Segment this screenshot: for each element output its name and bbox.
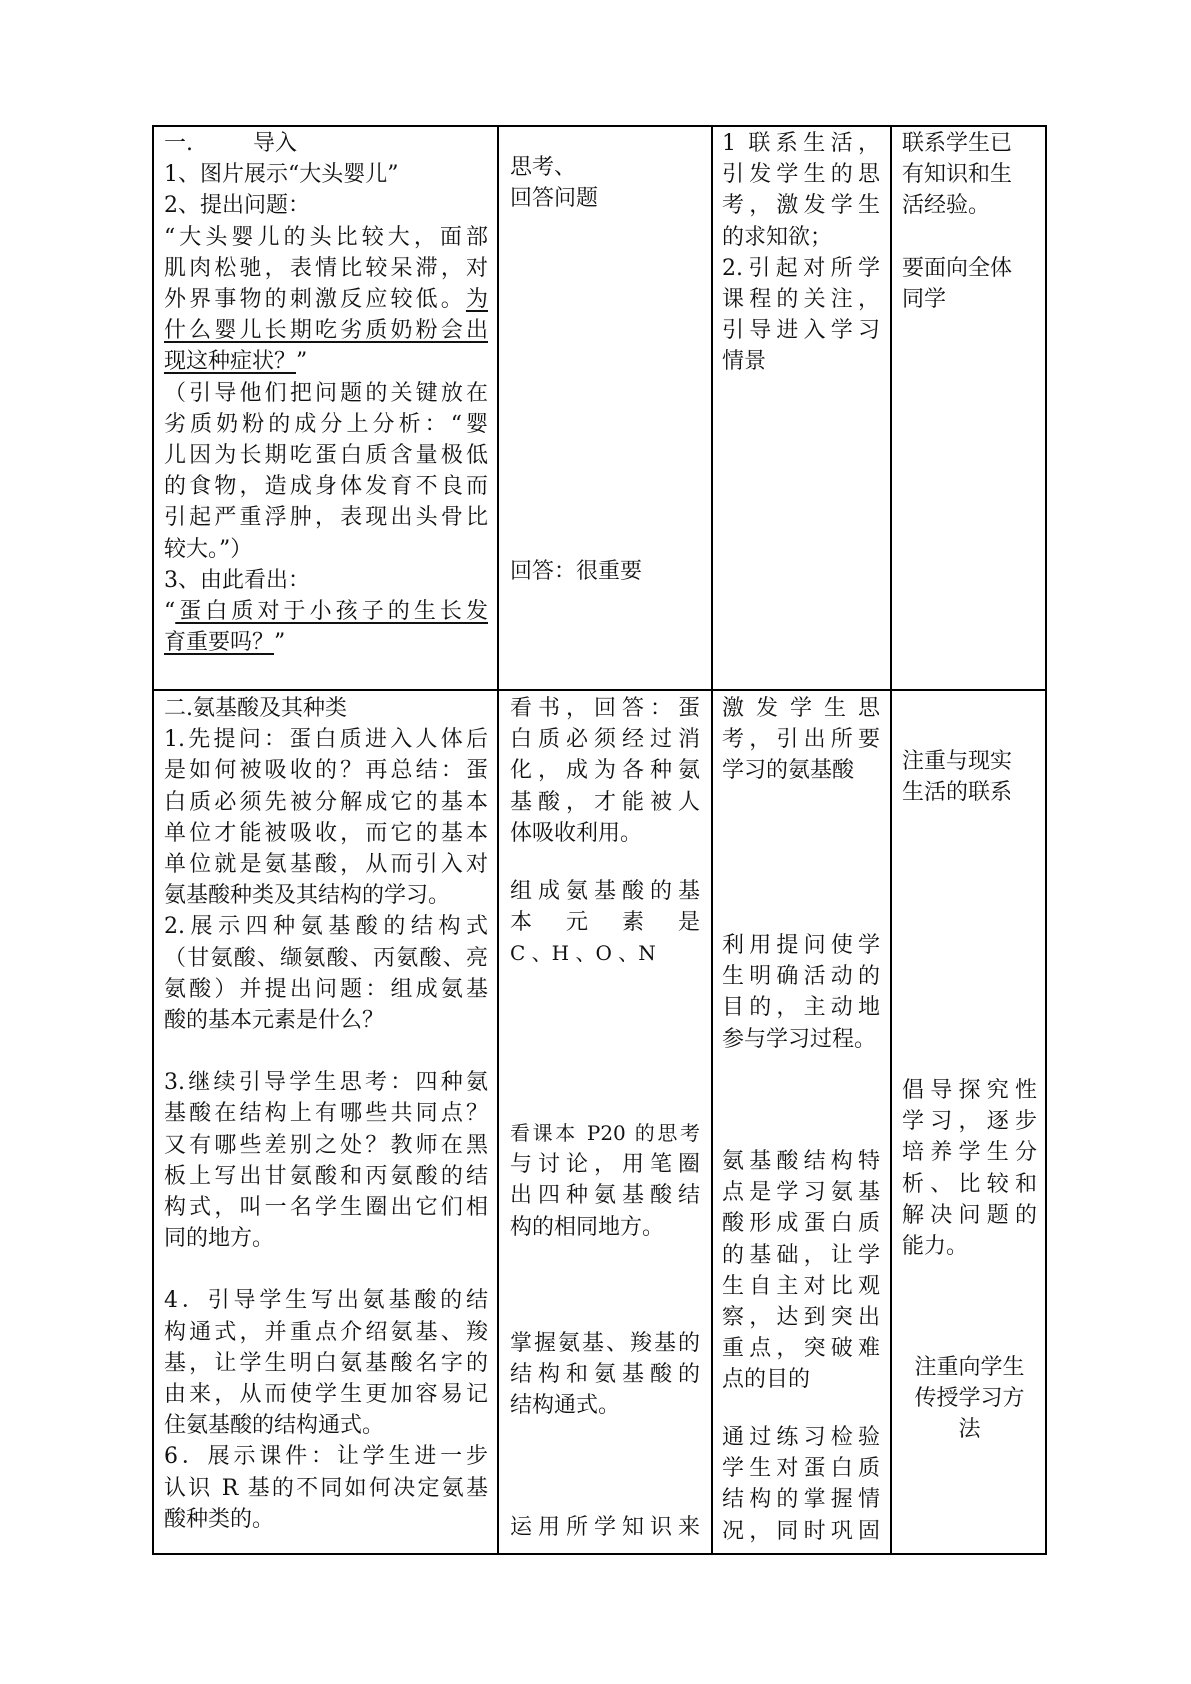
s2-intent-line: 的基础，让学 <box>722 1242 880 1268</box>
table-border-bottom <box>152 1553 1047 1555</box>
column-divider-2 <box>711 125 713 1555</box>
s1-question-line: “大头婴儿的头比较大，面部 <box>164 224 488 250</box>
s1-guide-line: 儿因为长期吃蛋白质含量极低 <box>164 443 488 469</box>
s2-teacher-line: 同的地方。 <box>164 1226 275 1252</box>
s2-teacher-line: 6．展示课件：让学生进一步 <box>164 1444 488 1470</box>
s1-guide-line: 较大。”） <box>164 536 253 562</box>
s2-teacher-line: 是如何被吸收的？再总结：蛋 <box>164 758 488 784</box>
s1-intent-line: 的求知欲； <box>722 224 833 250</box>
s1-note-line: 有知识和生 <box>902 162 1013 188</box>
s2-note-line: 析、比较和 <box>902 1171 1037 1197</box>
s2-teacher-line: 基，让学生明白氨基酸名字的 <box>164 1350 488 1376</box>
s2-notes-2 <box>902 1075 1037 1262</box>
s1-student-answer <box>510 556 700 587</box>
s2-teacher-line: 构式，叫一名学生圈出它们相 <box>164 1195 488 1221</box>
s2-note-line: 法 <box>958 1417 981 1443</box>
s2-teacher-line: 构通式，并重点介绍氨基、羧 <box>164 1319 488 1345</box>
s2-notes-3 <box>902 1352 1037 1446</box>
s1-intent-line: 情景 <box>722 349 767 375</box>
s2-teacher-line: 基酸在结构上有哪些共同点？ <box>164 1101 488 1127</box>
s2-student-line: 出四种氨基酸结 <box>510 1183 700 1209</box>
s2-note-line: 生活的联系 <box>902 780 1013 806</box>
s2-student-line: 构的相同地方。 <box>510 1214 665 1240</box>
s2-note-line: 注重与现实 <box>902 749 1013 774</box>
s2-intent-line: 重点，突破难 <box>722 1336 880 1362</box>
s2-intent-line: 利用提问使学 <box>722 933 880 958</box>
s2-student-line: 结构和氨基酸的 <box>510 1362 700 1388</box>
table-border-top <box>152 125 1047 127</box>
s2-teacher-line: 板上写出甘氨酸和丙氨酸的结 <box>164 1163 488 1189</box>
s2-student-answer-2 <box>510 876 700 970</box>
s2-teacher-line: 又有哪些差别之处？教师在黑 <box>164 1132 488 1158</box>
s2-teacher-line: 氨基酸种类及其结构的学习。 <box>164 883 451 909</box>
s2-note-line: 注重向学生 <box>914 1355 1025 1380</box>
s2-teacher-line: 住氨基酸的结构通式。 <box>164 1413 385 1439</box>
s2-teacher-line: 2.展示四种氨基酸的结构式 <box>164 914 488 940</box>
s2-teacher-line: 氨酸）并提出问题：组成氨基 <box>164 976 488 1002</box>
s2-student-line: 化，成为各种氨 <box>510 758 700 784</box>
s2-intent-line: 激发学生思 <box>722 696 880 721</box>
s2-student-answer-3 <box>510 1118 700 1243</box>
s1-note-line: 要面向全体 <box>902 255 1013 281</box>
s1-question-close: ” <box>296 349 308 375</box>
s2-teacher-line: 酸种类的。 <box>164 1506 275 1532</box>
s2-intent-line: 察，达到突出 <box>722 1305 880 1331</box>
s2-teacher-line: 白质必须先被分解成它的基本 <box>164 789 488 815</box>
s2-student-line: 结构通式。 <box>510 1393 621 1419</box>
s2-intent-line: 通过练习检验 <box>722 1425 880 1450</box>
s1-student-line: 思考、 <box>510 155 577 180</box>
s2-design-intent-4 <box>722 1422 880 1547</box>
s2-note-line: 能力。 <box>902 1234 969 1260</box>
s1-intent-line: 1 联系生活， <box>722 131 880 156</box>
s1-notes <box>902 128 1037 315</box>
s2-intent-line: 参与学习过程。 <box>722 1026 877 1052</box>
s2-intent-line: 目的，主动地 <box>722 995 880 1021</box>
s1-step2: 2、提出问题： <box>164 193 310 219</box>
s1-heading-title: 导入 <box>253 131 298 156</box>
s2-student-line: 体吸收利用。 <box>510 820 643 846</box>
s1-intent-line: 2.引起对所学 <box>722 255 880 281</box>
s1-step1: 1、图片展示“大头婴儿” <box>164 162 399 188</box>
s2-teacher-line: 单位才能被吸收，而它的基本 <box>164 820 488 846</box>
s1-note-line: 活经验。 <box>902 193 991 219</box>
s2-note-line: 学习，逐步 <box>902 1109 1037 1135</box>
s2-student-line: 基酸，才能被人 <box>510 789 700 815</box>
s1-guide-line: 劣质奶粉的成分上分析：“婴 <box>164 411 488 437</box>
s1-conclusion-underlined: 育重要吗？ <box>164 630 275 656</box>
s2-teacher-activity <box>164 693 488 1535</box>
s2-design-intent-1 <box>722 693 880 787</box>
s2-teacher-line: 由来，从而使学生更加容易记 <box>164 1382 488 1408</box>
s1-intent-line: 考，激发学生 <box>722 193 880 219</box>
s1-question-underlined: 现这种症状？ <box>164 349 297 375</box>
column-divider-1 <box>497 125 499 1555</box>
s2-student-line: 掌握氨基、羧基的 <box>510 1331 700 1356</box>
s1-guide-line: 的食物，造成身体发育不良而 <box>164 474 488 500</box>
s2-design-intent-2 <box>722 930 880 1055</box>
table-row-divider <box>152 689 1047 691</box>
s2-teacher-line: 3.继续引导学生思考：四种氨 <box>164 1070 488 1096</box>
s2-student-line: 本 元 素 是 <box>510 910 700 936</box>
s2-intent-line: 结构的掌握情 <box>722 1487 880 1513</box>
s1-note-line: 联系学生已 <box>902 131 1013 156</box>
s1-intent-line: 引导进入学习 <box>722 318 880 344</box>
s1-note-line: 同学 <box>902 286 947 312</box>
s2-intent-line: 学习的氨基酸 <box>722 758 855 784</box>
s2-note-line: 培养学生分 <box>902 1140 1037 1166</box>
s1-teacher-activity <box>164 128 488 658</box>
s2-teacher-line: 1.先提问：蛋白质进入人体后 <box>164 727 488 753</box>
table-border-right <box>1045 125 1047 1555</box>
s1-design-intent <box>722 128 880 378</box>
s1-question-underlined: 什么婴儿长期吃劣质奶粉会出 <box>164 318 488 344</box>
column-divider-3 <box>890 125 892 1555</box>
s2-intent-line: 况，同时巩固 <box>722 1518 880 1544</box>
s1-heading-number: 一. <box>164 131 193 156</box>
s2-teacher-line: 单位就是氨基酸，从而引入对 <box>164 852 488 878</box>
s2-teacher-line: （甘氨酸、缬氨酸、丙氨酸、亮 <box>164 945 488 971</box>
s1-conclusion-close: ” <box>274 630 286 656</box>
s2-design-intent-3 <box>722 1146 880 1396</box>
s1-conclusion-open: “ <box>164 599 176 625</box>
s2-note-line: 解决问题的 <box>902 1202 1037 1228</box>
s2-student-line: C 、H 、O 、N <box>510 941 656 966</box>
s2-student-answer-5 <box>510 1512 700 1543</box>
s2-student-line: 与讨论，用笔圈 <box>510 1152 700 1178</box>
s2-intent-line: 酸形成蛋白质 <box>722 1211 880 1237</box>
s2-student-line: 组成氨基酸的基 <box>510 879 700 904</box>
s2-note-line: 传授学习方 <box>914 1386 1025 1412</box>
s2-student-line: 看书，回答：蛋 <box>510 696 700 721</box>
s2-intent-line: 点是学习氨基 <box>722 1180 880 1206</box>
s2-student-answer-1 <box>510 693 700 849</box>
s2-intent-line: 学生对蛋白质 <box>722 1456 880 1482</box>
s2-notes-1 <box>902 746 1037 808</box>
s1-guide-line: （引导他们把问题的关键放在 <box>164 380 488 406</box>
s2-student-line: 看课本 P20 的思考 <box>510 1121 700 1145</box>
s2-teacher-line: 4．引导学生写出氨基酸的结 <box>164 1288 488 1314</box>
s2-intent-line: 生自主对比观 <box>722 1273 880 1299</box>
s1-question-underlined: 为 <box>465 287 488 313</box>
s1-student-answer-text: 回答：很重要 <box>510 559 643 584</box>
s1-question-line: 外界事物的刺激反应较低。 <box>164 287 466 313</box>
s1-intent-line: 引发学生的思 <box>722 162 880 188</box>
s2-student-line: 白质必须经过消 <box>510 727 700 753</box>
s2-intent-line: 点的目的 <box>722 1367 811 1393</box>
s1-guide-line: 引起严重浮肿，表现出头骨比 <box>164 505 488 531</box>
s2-teacher-line: 认识 R 基的不同如何决定氨基 <box>164 1475 488 1501</box>
s1-conclusion-underlined: 蛋白质对于小孩子的生长发 <box>175 599 488 625</box>
s2-intent-line: 氨基酸结构特 <box>722 1149 880 1174</box>
s1-student-activity <box>510 152 700 214</box>
s1-question-line: 肌肉松驰，表情比较呆滞，对 <box>164 255 488 281</box>
s2-heading: 二.氨基酸及其种类 <box>164 696 347 721</box>
s2-teacher-line: 酸的基本元素是什么？ <box>164 1008 385 1034</box>
s2-note-line: 倡导探究性 <box>902 1078 1037 1103</box>
s2-intent-line: 生明确活动的 <box>722 964 880 990</box>
s1-intent-line: 课程的关注， <box>722 287 880 313</box>
s2-intent-line: 考，引出所要 <box>722 727 880 753</box>
s1-student-line: 回答问题 <box>510 186 599 212</box>
s2-student-answer-4 <box>510 1328 700 1422</box>
table-border-left <box>152 125 154 1555</box>
s1-step3: 3、由此看出： <box>164 567 310 593</box>
s2-student-line: 运用所学知识来 <box>510 1515 700 1540</box>
